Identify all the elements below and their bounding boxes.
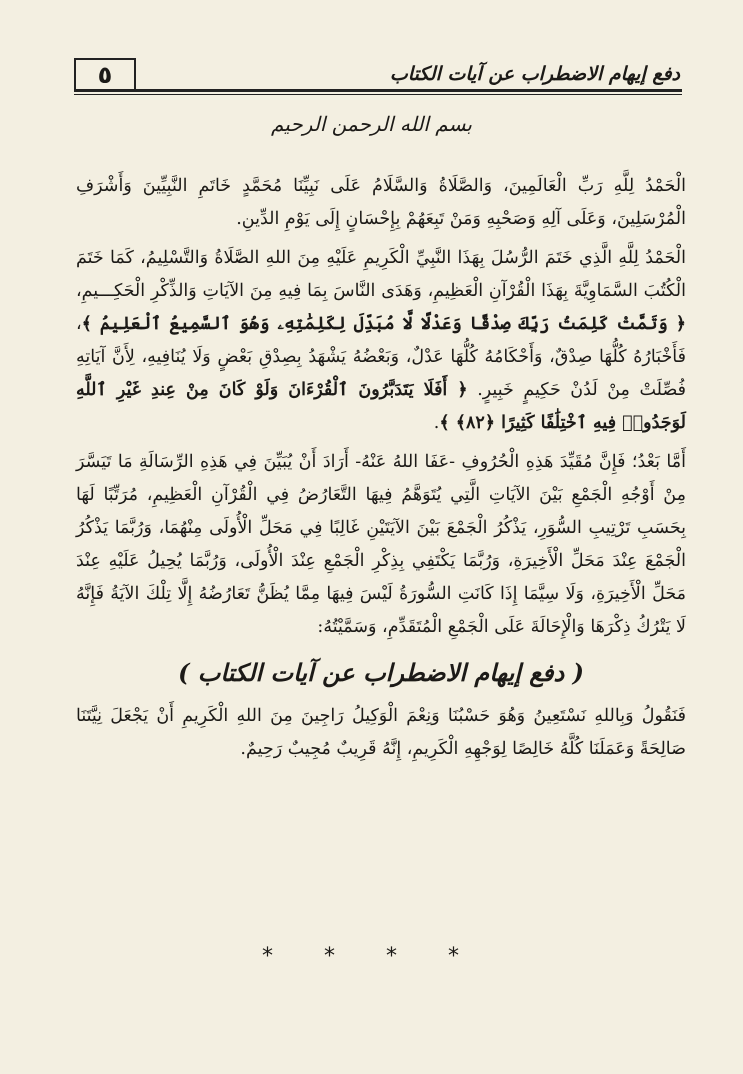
paragraph-text: . <box>433 413 440 433</box>
quran-verse: ﴿ وَتَمَّتْ كَلِمَتُ رَبِّكَ صِدْقًا وَعَدْلًا لَّا مُبَدِّلَ لِكَلِمَٰتِهِۦ وَهُوَ ٱلسَّمِيعُ ٱلْعَلِيمُ ﴾ <box>81 314 686 334</box>
body-text <box>76 170 686 766</box>
page-number: ٥ <box>74 58 136 90</box>
paragraph-text: الْحَمْدُ لِلَّهِ الَّذِي خَتَمَ الرُّسُلَ بِهَذَا النَّبِيِّ الْكَرِيمِ عَلَيْهِ مِنَ اللهِ الصَّلَاةُ وَالتَّسْلِيمُ، كَمَا خَتَمَ الْكُتُبَ السَّمَاوِيَّةَ بِهَذَا الْقُرْآنِ الْعَظِيمِ، وَهَدَى النَّاسَ بِمَا فِيهِ مِنَ الآيَاتِ وَالذِّكْرِ الْحَكِـــيمِ، <box>76 248 686 301</box>
paragraph-praise: الْحَمْدُ لِلَّهِ رَبِّ الْعَالَمِينَ، وَالصَّلَاةُ وَالسَّلَامُ عَلَى نَبِيِّنَا مُحَمَّدٍ خَاتَمِ النَّبِيِّينَ وَأَشْرَفِ الْمُرْسَلِينَ، وَعَلَى آلِهِ وَصَحْبِهِ وَمَنْ تَبِعَهُمْ بِإِحْسَانٍ إِلَى يَوْمِ الدِّينِ. <box>76 176 686 229</box>
paragraph-quran-intro <box>76 242 686 440</box>
page-header <box>74 58 682 92</box>
basmala: بسم الله الرحمن الرحيم <box>270 112 472 136</box>
paragraph-purpose: أَمَّا بَعْدُ؛ فَإِنَّ مُقَيِّدَ هَذِهِ الْحُرُوفِ -عَفَا اللهُ عَنْهُ- أَرَادَ أَنْ يُبَيِّنَ فِي هَذِهِ الرِّسَالَةِ مَا تَيَسَّرَ مِنْ أَوْجُهِ الْجَمْعِ بَيْنَ الآيَاتِ الَّتِي يُتَوَهَّمُ فِيهَا التَّعَارُضُ فِي الْقُرْآنِ الْعَظِيمِ، مُرَتِّبًا لَهَا بِحَسَبِ تَرْتِيبِ السُّوَرِ، يَذْكُرُ الْجَمْعَ بَيْنَ الآيَتَيْنِ غَالِبًا فِي مَحَلِّ الْأُولَى مِنْهُمَا، وَرُبَّمَا يَذْكُرُ الْجَمْعَ عِنْدَ مَحَلِّ الْأَخِيرَةِ، وَرُبَّمَا يَكْتَفِي بِذِكْرِ الْجَمْعِ عِنْدَ الْأُولَى، وَرُبَّمَا يُحِيلُ عَلَيْهِ عِنْدَ مَحَلِّ الْأَخِيرَةِ، وَلَا سِيَّمَا إِذَا كَانَتِ السُّورَةُ لَيْسَ فِيهَا مِمَّا يُظَنُّ تَعَارُضُهُ إِلَّا تِلْكَ الآيَةُ فَإِنَّهُ لَا يَتْرُكُ ذِكْرَهَا وَالْإِحَالَةَ عَلَى الْجَمْعِ الْمُتَقَدِّمِ، وَسَمَّيْتُهُ: <box>76 452 687 637</box>
quran-verse: ﴿ أَفَلَا يَتَدَبَّرُونَ ٱلْقُرْءَانَ وَلَوْ كَانَ مِنْ عِندِ غَيْرِ ٱللَّهِ لَوَجَدُوا۟ فِيهِ ٱخْتِلَٰفًا كَثِيرًا ﴿٨٢﴾ ﴾ <box>76 380 686 433</box>
header-rule-thin <box>74 94 682 95</box>
book-title: ( دفع إيهام الاضطراب عن آيات الكتاب ) <box>178 658 584 687</box>
paragraph-text: ، فَأَخْبَارُهُ كُلُّهَا صِدْقٌ، وَأَحْكَامُهُ كُلُّهَا عَدْلٌ، وَبَعْضُهُ يَشْهَدُ بِصِدْقِ بَعْضٍ وَلَا يُنَافِيهِ، لِأَنَّ آيَاتِهِ فُصِّلَتْ مِنْ لَدُنْ حَكِيمٍ خَبِيرٍ. <box>76 314 686 400</box>
running-title: دفع إيهام الاضطراب عن آيات الكتاب <box>389 63 680 85</box>
section-separator: * * * * <box>262 944 481 969</box>
paragraph-closing: فَنَقُولُ وَبِاللهِ نَسْتَعِينُ وَهُوَ حَسْبُنَا وَنِعْمَ الْوَكِيلُ رَاجِينَ مِنَ اللهِ الْكَرِيمِ أَنْ يَجْعَلَ نِيَّتَنَا صَالِحَةً وَعَمَلَنَا كُلَّهُ خَالِصًا لِوَجْهِهِ الْكَرِيمِ، إِنَّهُ قَرِيبٌ مُجِيبٌ رَحِيمٌ. <box>76 706 686 759</box>
header-rule-thick <box>74 89 682 92</box>
